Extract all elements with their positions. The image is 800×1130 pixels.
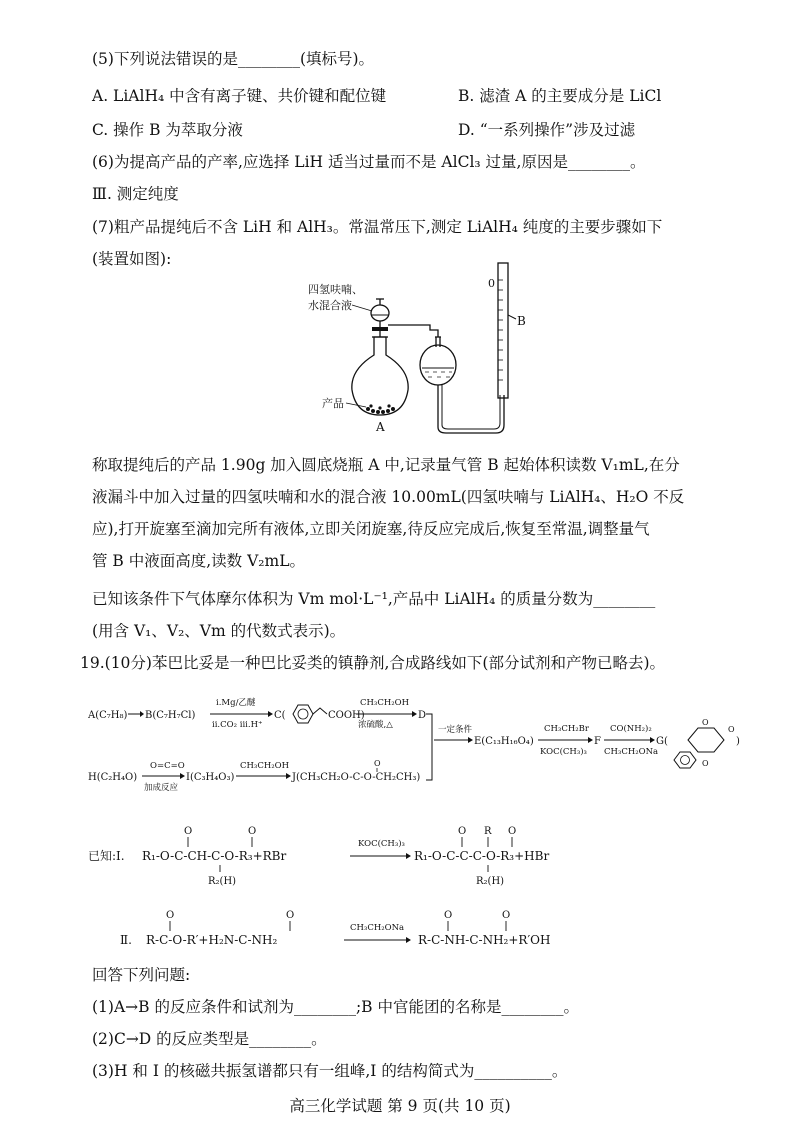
- known2-o2: O: [286, 910, 295, 921]
- cond-ab-bot: ii.CO₂ iii.H⁺: [212, 720, 263, 730]
- answer-prompt: 回答下列问题:: [92, 966, 191, 984]
- known1-sub: R₂(H): [208, 876, 237, 887]
- cond-hi-bot: 加成反应: [144, 783, 179, 793]
- known2-left: R-C-O-R′+H₂N-C-NH₂: [146, 933, 278, 947]
- compound-j: J(CH₃CH₂O-C-O-CH₂CH₃): [292, 772, 421, 783]
- label-o-g1: O: [702, 718, 709, 727]
- compound-h: H(C₂H₄O): [88, 772, 138, 783]
- label-flask-a: A: [376, 420, 385, 434]
- compound-d: D: [418, 710, 427, 721]
- compound-g-tail: ): [736, 736, 740, 747]
- q7-para4: 管 B 中液面高度,读数 V₂mL。: [92, 552, 305, 570]
- known-reaction-1: [88, 820, 728, 890]
- cond-ef-bot: KOC(CH₃)₃: [540, 747, 587, 757]
- q5-option-b: B. 滤渣 A 的主要成分是 LiCl: [458, 87, 662, 105]
- sub-question-2: (2)C→D 的反应类型是________。: [92, 1030, 327, 1048]
- compound-e: E(C₁₃H₁₆O₄): [474, 736, 534, 747]
- q7-para5: 已知该条件下气体摩尔体积为 Vm mol·L⁻¹,产品中 LiAlH₄ 的质量分数为________: [92, 590, 656, 608]
- label-solution-1: 四氢呋喃、: [308, 283, 363, 296]
- q7-para6: (用含 V₁、V₂、Vm 的代数式表示)。: [92, 622, 346, 640]
- compound-b: B(C₇H₇Cl): [145, 710, 196, 721]
- known2-cond: CH₃CH₂ONa: [350, 923, 405, 933]
- label-o-g3: O: [702, 759, 709, 768]
- compound-g: G(: [656, 736, 668, 747]
- known1-o4: O: [508, 826, 517, 837]
- compound-c-tail: COOH): [328, 710, 365, 721]
- known1-sub2: R₂(H): [476, 876, 505, 887]
- known2-o1: O: [166, 910, 175, 921]
- cond-e: 一定条件: [438, 725, 473, 735]
- known2-o3: O: [444, 910, 453, 921]
- q7-para2: 液漏斗中加入过量的四氢呋喃和水的混合液 10.00mL(四氢呋喃与 LiAlH₄、H₂O 不反: [92, 488, 685, 506]
- q7-line1: (7)粗产品提纯后不含 LiH 和 AlH₃。常温常压下,测定 LiAlH₄ 纯度的主要步骤如下: [92, 218, 663, 236]
- cond-fg-top: CO(NH₂)₂: [610, 724, 652, 734]
- known2-o4: O: [502, 910, 511, 921]
- q7-line2: (装置如图):: [92, 250, 172, 268]
- sub-question-1: (1)A→B 的反应条件和试剂为________;B 中官能团的名称是________。: [92, 998, 579, 1016]
- cond-ef-top: CH₃CH₂Br: [544, 724, 589, 734]
- cond-ij-top: CH₃CH₂OH: [240, 761, 290, 771]
- cond-ab-top: i.Mg/乙醚: [216, 698, 256, 708]
- q19-stem: 19.(10分)苯巴比妥是一种巴比妥类的镇静剂,合成路线如下(部分试剂和产物已略去)。: [80, 654, 665, 672]
- known1-cond: KOC(CH₃)₃: [358, 839, 405, 849]
- known2-right: R-C-NH-C-NH₂+R′OH: [418, 933, 551, 947]
- compound-c: C(: [274, 710, 286, 721]
- known1-r: R: [484, 826, 492, 837]
- compound-i: I(C₃H₄O₃): [186, 772, 235, 783]
- synthesis-route: [88, 690, 768, 800]
- cond-hi-top: O=C=O: [150, 761, 185, 771]
- q6-text: (6)为提高产品的产率,应选择 LiH 适当过量而不是 AlCl₃ 过量,原因是________。: [92, 153, 646, 171]
- known1-left: R₁-O-C-CH-C-O-R₃+RBr: [142, 849, 287, 863]
- q5-option-a: A. LiAlH₄ 中含有离子键、共价键和配位键: [92, 87, 387, 105]
- apparatus-diagram: [300, 255, 560, 435]
- sub-question-3: (3)H 和 I 的核磁共振氢谱都只有一组峰,I 的结构简式为__________。: [92, 1062, 568, 1080]
- q5-stem: (5)下列说法错误的是________(填标号)。: [92, 50, 375, 68]
- cond-cd-bot: 浓硫酸,△: [358, 720, 393, 730]
- page-footer: 高三化学试题 第 9 页(共 10 页): [289, 1097, 511, 1115]
- label-solution-2: 水混合液: [308, 299, 352, 312]
- cond-fg-bot: CH₃CH₂ONa: [604, 747, 659, 757]
- q7-para3: 应),打开旋塞至滴加完所有液体,立即关闭旋塞,待反应完成后,恢复至常温,调整量气: [92, 520, 650, 538]
- q7-para1: 称取提纯后的产品 1.90g 加入圆底烧瓶 A 中,记录量气管 B 起始体积读数 V₁mL,在分: [92, 456, 680, 474]
- known2-label: Ⅱ.: [120, 933, 132, 947]
- compound-a: A(C₇H₈): [88, 710, 128, 721]
- label-o-g2: O: [728, 725, 735, 734]
- compound-f: F: [594, 736, 601, 747]
- known1-o1: O: [184, 826, 193, 837]
- known1-o2: O: [248, 826, 257, 837]
- cond-cd-top: CH₃CH₂OH: [360, 698, 410, 708]
- known1-o3: O: [458, 826, 467, 837]
- q5-option-d: D. “一系列操作”涉及过滤: [458, 121, 636, 139]
- known-label: 已知:Ⅰ.: [88, 849, 125, 863]
- section-heading: Ⅲ. 测定纯度: [92, 185, 179, 203]
- label-product: 产品: [322, 397, 344, 410]
- label-zero: 0: [488, 277, 495, 290]
- label-burette-b: B: [517, 314, 526, 328]
- known1-right: R₁-O-C-C-C-O-R₃+HBr: [414, 849, 550, 863]
- q5-option-c: C. 操作 B 为萃取分液: [92, 121, 243, 139]
- label-o-j: O: [374, 759, 381, 768]
- known-reaction-2: [100, 906, 720, 954]
